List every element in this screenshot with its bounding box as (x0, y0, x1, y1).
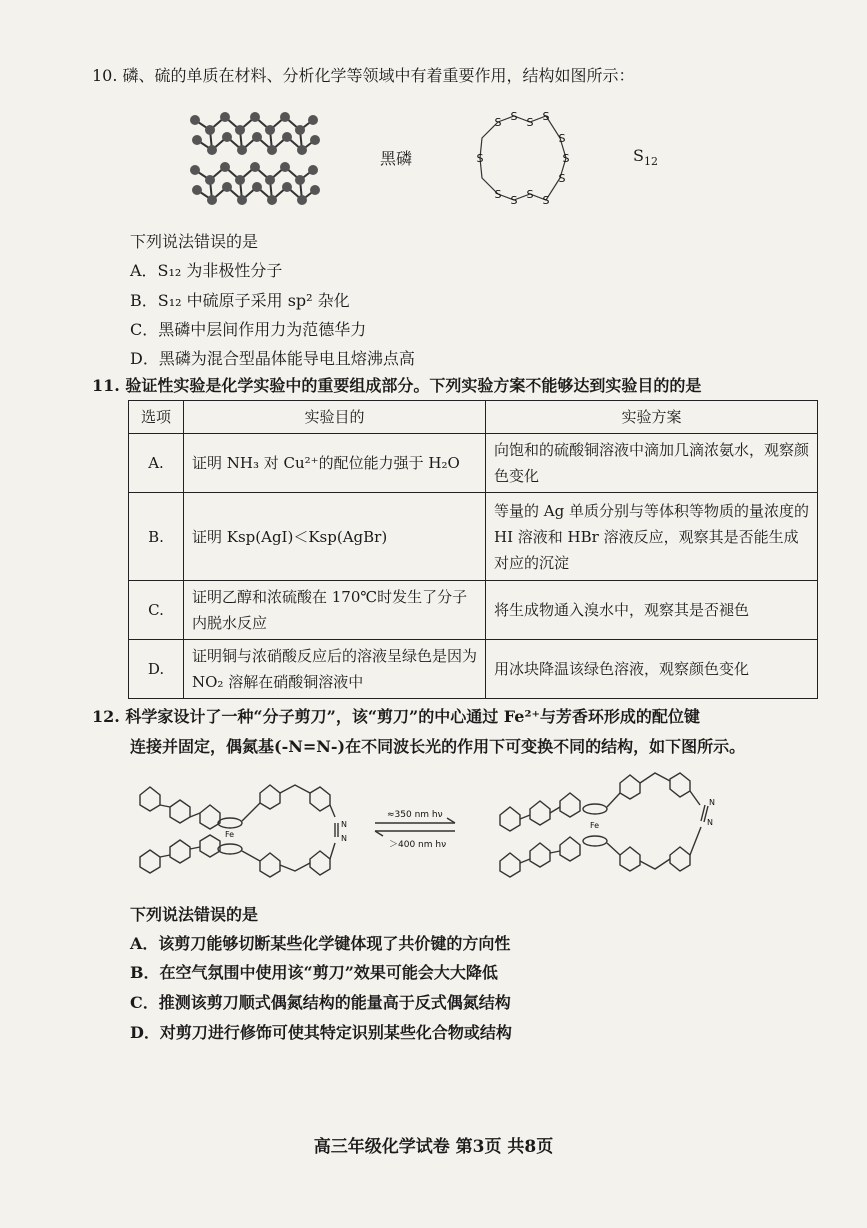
q11-stem: 11. 验证性实验是化学实验中的重要组成部分。下列实验方案不能够达到实验目的的是 (92, 376, 702, 395)
s-atom: S (542, 110, 550, 123)
black-phosphorus-label: 黑磷 (380, 149, 413, 168)
s-atom: S (510, 194, 518, 207)
s12-ring-structure (470, 108, 580, 208)
q12-option-c: C．推测该剪刀顺式偶氮结构的能量高于反式偶氮结构 (130, 993, 511, 1012)
q12-option-a: A．该剪刀能够切断某些化学键体现了共价键的方向性 (130, 934, 511, 953)
s-atom: S (542, 194, 550, 207)
s-atom: S (562, 152, 570, 165)
table-row (129, 493, 818, 581)
header-aim: 实验目的 (184, 401, 486, 434)
table-row (129, 581, 818, 640)
page-footer: 高三年级化学试卷 第3页 共8页 (313, 1137, 554, 1157)
black-phosphorus-structure (185, 105, 325, 215)
s-atom: S (526, 116, 534, 129)
header-option: 选项 (129, 401, 184, 434)
q10-prompt: 下列说法错误的是 (130, 232, 259, 251)
arrow-label-bottom: ＞400 nm hν (389, 840, 447, 850)
q10-option-b: B．S₁₂ 中硫原子采用 sp² 杂化 (130, 291, 350, 310)
row-option: B. (129, 493, 184, 581)
n-label: N (341, 834, 347, 843)
s-atom: S (526, 188, 534, 201)
fe-label-left: Fe (225, 830, 235, 839)
q12-stem-line1: 12. 科学家设计了一种“分子剪刀”，该“剪刀”的中心通过 Fe²⁺与芳香环形成的配位键 (92, 707, 700, 726)
row-aim: 证明铜与浓硝酸反应后的溶液呈绿色是因为 NO₂ 溶解在硝酸铜溶液中 (184, 640, 486, 699)
header-plan: 实验方案 (486, 401, 818, 434)
n-label: N (709, 798, 715, 807)
q12-option-d: D．对剪刀进行修饰可使其特定识别某些化合物或结构 (130, 1023, 512, 1042)
row-option: A. (129, 434, 184, 493)
experiment-table (128, 400, 818, 699)
table-header-row (129, 401, 818, 434)
q10-option-d: D．黑磷为混合型晶体能导电且熔沸点高 (130, 349, 415, 368)
row-aim: 证明 Ksp(AgI)＜Ksp(AgBr) (184, 493, 486, 581)
row-option: C. (129, 581, 184, 640)
s-atom: S (510, 110, 518, 123)
s12-label-sub: 12 (643, 155, 658, 169)
n-label: N (341, 820, 347, 829)
fe-label-right: Fe (590, 821, 600, 830)
row-plan: 等量的 Ag 单质分别与等体积等物质的量浓度的 HI 溶液和 HBr 溶液反应，观察其是否能生成对应的沉淀 (486, 493, 818, 581)
table-row (129, 434, 818, 493)
table-row (129, 640, 818, 699)
row-plan: 用冰块降温该绿色溶液，观察颜色变化 (486, 640, 818, 699)
q12-option-b: B．在空气氛围中使用该“剪刀”效果可能会大大降低 (130, 963, 498, 982)
s-atom: S (494, 188, 502, 201)
q12-stem-line2: 连接并固定，偶氮基(-N=N-)在不同波长光的作用下可变换不同的结构，如下图所示。 (130, 737, 746, 756)
s-atom: S (558, 132, 566, 145)
q12-prompt: 下列说法错误的是 (130, 905, 259, 924)
q10-option-c: C．黑磷中层间作用力为范德华力 (130, 320, 367, 339)
n-label: N (707, 818, 713, 827)
q10-option-a: A．S₁₂ 为非极性分子 (130, 261, 283, 280)
arrow-label-top: ≈350 nm hν (387, 810, 443, 820)
row-option: D. (129, 640, 184, 699)
molecular-scissors-diagram (125, 765, 725, 885)
s12-label-base: S (633, 146, 644, 165)
s-atom: S (476, 152, 484, 165)
s-atom: S (558, 172, 566, 185)
s12-label (633, 146, 658, 168)
row-aim: 证明乙醇和浓硫酸在 170℃时发生了分子内脱水反应 (184, 581, 486, 640)
s-atom: S (494, 116, 502, 129)
q10-stem: 10. 磷、硫的单质在材料、分析化学等领域中有着重要作用，结构如图所示： (92, 66, 635, 85)
row-plan: 向饱和的硫酸铜溶液中滴加几滴浓氨水，观察颜色变化 (486, 434, 818, 493)
row-plan: 将生成物通入溴水中，观察其是否褪色 (486, 581, 818, 640)
row-aim: 证明 NH₃ 对 Cu²⁺的配位能力强于 H₂O (184, 434, 486, 493)
